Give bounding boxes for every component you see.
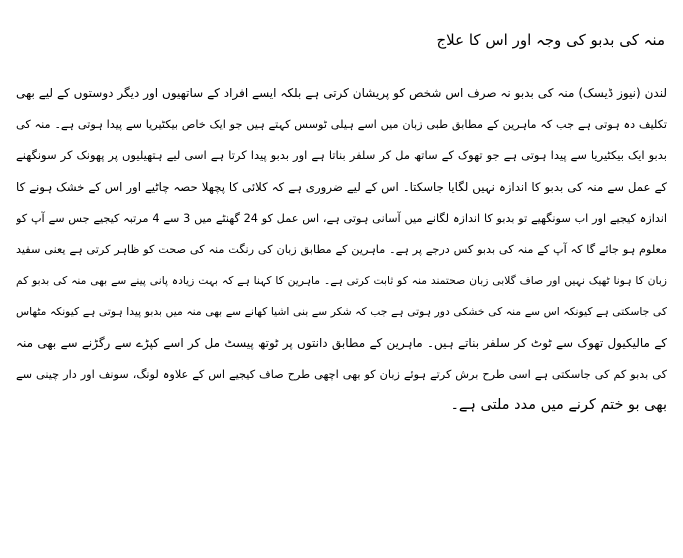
article-body-line: تکلیف دہ ہوتی ہے جب کہ ماہرین کے مطابق طبی زبان میں اسے ہیلی ٹوسس کہتے ہیں جو ایک خاص بیکٹیریا سے پیدا ہوتی ہے۔ منہ کی <box>16 118 667 132</box>
article-title: منہ کی بدبو کی وجہ اور اس کا علاج <box>436 31 665 49</box>
article-body-line: کی جاسکتی ہے کیونکہ اس سے منہ کی خشکی دور ہوتی ہے جب کہ شکر سے بنی اشیا کھانے سے بھی منہ میں بدبو پیدا ہوتی ہے کیونکہ مٹھاس <box>16 305 667 319</box>
article-body-line: لندن (نیوز ڈیسک) منہ کی بدبو نہ صرف اس شخص کو پریشان کرتی ہے بلکہ ایسے افراد کے ساتھیوں اور دیگر دوستوں کے لیے بھی <box>16 86 667 100</box>
article-body-line-last: بھی بو ختم کرنے میں مدد ملتی ہے۔ <box>450 396 667 413</box>
article-body-line: بدبو ایک بیکٹیریا سے پیدا ہوتی ہے جو تھوک کے ساتھ مل کر سلفر بناتا ہے اور بدبو پیدا کرتا ہے اسی لیے ہتھیلیوں پر پھونک کر سونگھنے <box>16 148 667 163</box>
article-body-line: کے مالیکیول تھوک سے ٹوٹ کر سلفر بناتے ہیں۔ ماہرین کے مطابق دانتوں پر ٹوتھ پیسٹ مل کر اسے کپڑے سے رگڑنے سے بھی منہ <box>16 335 667 350</box>
article-body-line: کی بدبو کم کی جاسکتی ہے اسی طرح برش کرتے ہوئے زبان کو بھی اچھی طرح صاف کیجیے اس کے علاوہ لونگ، سونف اور دار چینی سے <box>16 367 667 381</box>
article-body-line: اندازہ کیجیے اور اب سونگھیے تو بدبو کا اندازہ لگانے میں آسانی ہوتی ہے، اس عمل کو 24 گھنٹے میں 3 سے 4 مرتبہ کیجیے جس سے آپ کو <box>16 211 667 225</box>
article-body <box>16 78 667 421</box>
article-body-line: زبان کا ہونا ٹھیک نہیں اور صاف گلابی زبان صحتمند منہ کو ثابت کرتی ہے۔ ماہرین کا کہنا ہے کہ بہت زیادہ پانی پینے سے بھی منہ کی بدبو کم <box>16 274 667 288</box>
article-body-line: کے عمل سے منہ کی بدبو کا اندازہ نہیں لگایا جاسکتا۔ اس کے لیے ضروری ہے کہ کلائی کا پچھلا حصہ چاٹیے اور اس کے خشک ہونے کا <box>16 179 667 194</box>
article-body-line: معلوم ہو جائے گا کہ آپ کے منہ کی بدبو کس درجے پر ہے۔ ماہرین کے مطابق زبان کی رنگت منہ کی صحت کو ظاہر کرتی ہے یعنی سفید <box>16 242 667 256</box>
